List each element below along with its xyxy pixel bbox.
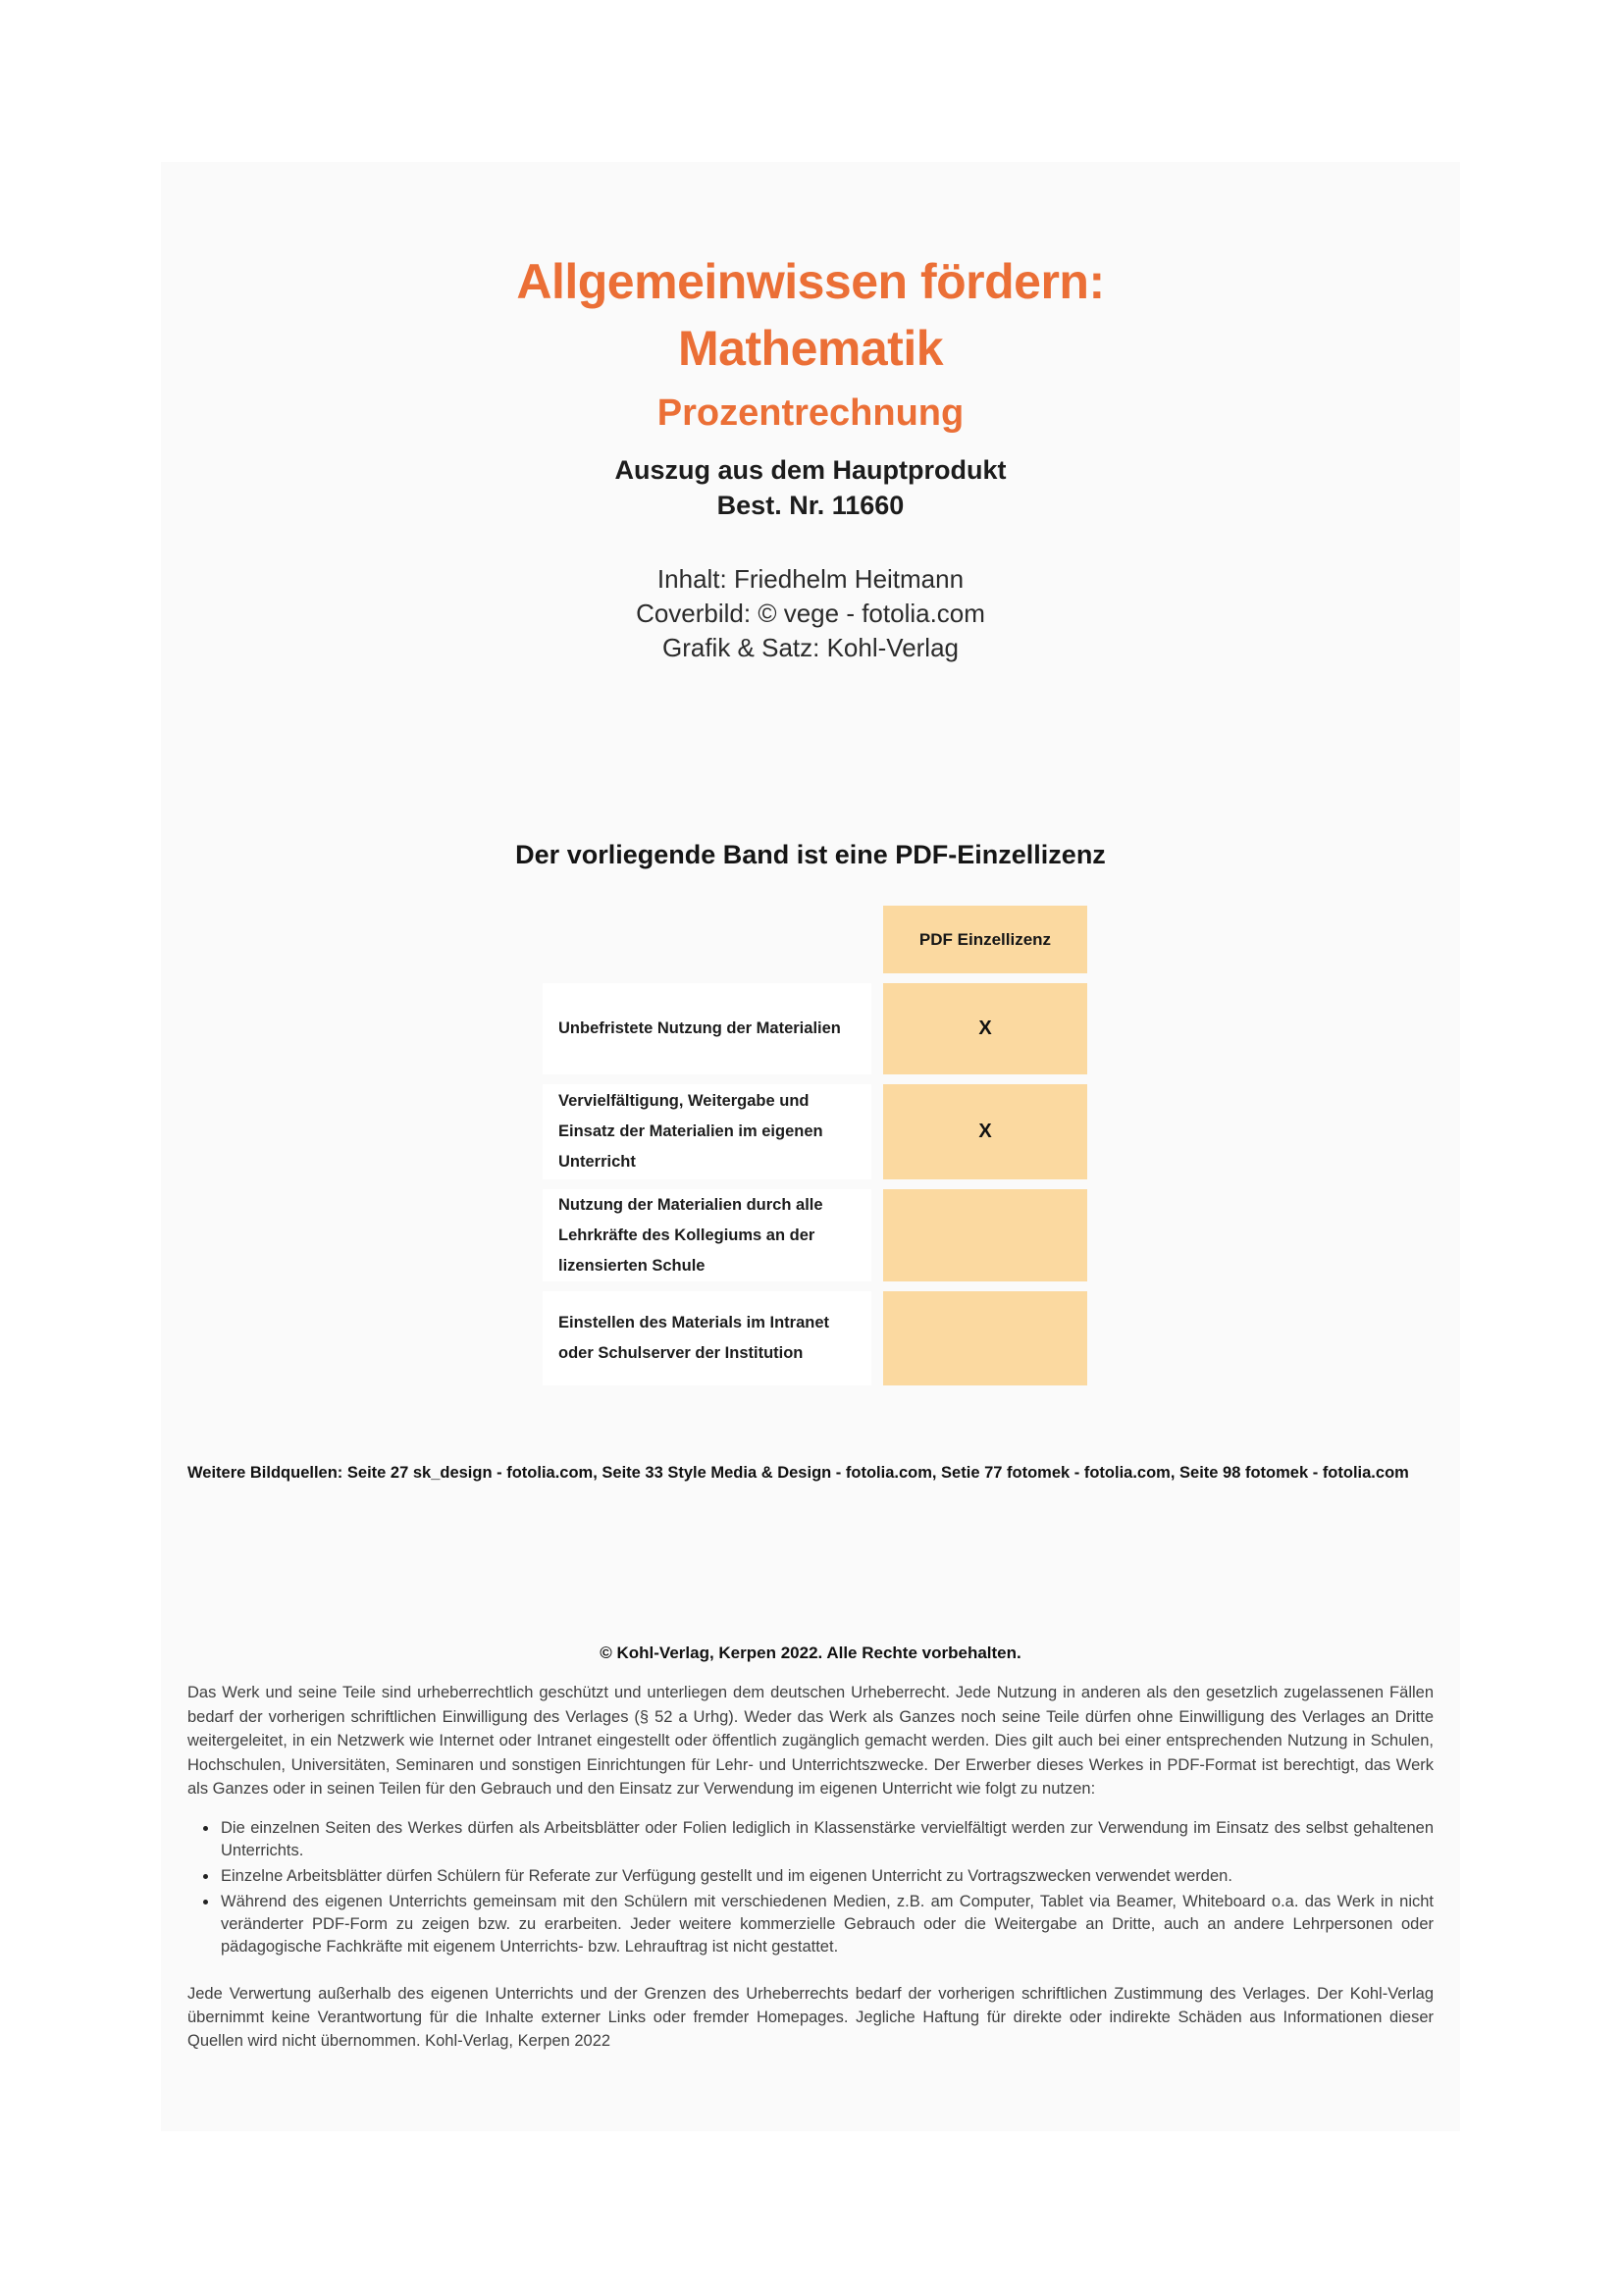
credits-block	[187, 562, 1434, 665]
license-term-item: Die einzelnen Seiten des Werkes dürfen als Arbeitsblätter oder Folien lediglich in Klassenstärke vervielfältigt werden zur Verwendung im Einsatz des selbst gehaltenen Unterrichts.	[221, 1817, 1434, 1862]
license-term-item: Während des eigenen Unterrichts gemeinsam mit den Schülern mit verschiedenen Medien, z.B. am Computer, Tablet via Beamer, Whiteboard o.a. das Werk in nicht veränderter PDF-Form zu zeigen bzw. zu erarbeiten. Jeder weitere kommerzielle Gebrauch oder die Weitergabe an Dritte, auch an andere Lehrpersonen oder pädagogische Fachkräfte mit eigenem Unterrichts- bzw. Lehrauftrag ist nicht gestattet.	[221, 1891, 1434, 1958]
table-row-label: Nutzung der Materialien durch alle Lehrkräfte des Kollegiums an der lizensierten Schule	[543, 1189, 871, 1281]
license-terms-list	[187, 1817, 1434, 1958]
excerpt-block	[187, 452, 1434, 523]
table-row-label: Vervielfältigung, Weitergabe und Einsatz der Materialien im eigenen Unterricht	[543, 1084, 871, 1179]
image-sources-paragraph: Weitere Bildquellen: Seite 27 sk_design - fotolia.com, Seite 33 Style Media & Design - fotolia.com, Setie 77 fotomek - fotolia.com, Seite 98 fotomek - fotolia.com	[187, 1464, 1409, 1482]
copyright-body-paragraph: Das Werk und seine Teile sind urheberrechtlich geschützt und unterliegen dem deutschen Urheberrecht. Jede Nutzung in anderen als den gesetzlich zugelassenen Fällen bedarf der vorherigen schriftlichen Einwilligung des Verlages (§ 52 a Urhg). Weder das Werk als Ganzes noch seine Teile dürfen ohne Einwilligung des Verlages an Dritte weitergeleitet, in ein Netzwerk wie Internet oder Intranet eingestellt oder öffentlich zugänglich gemacht werden. Dies gilt auch bei einer entsprechenden Nutzung in Schulen, Hochschulen, Universitäten, Seminaren und sonstigen Einrichtungen für Lehr- und Unterrichtszwecke. Der Erwerber dieses Werkes in PDF-Format ist berechtigt, das Werk als Ganzes oder in seinen Teilen für den Gebrauch und den Einsatz zur Verwendung im eigenen Unterricht wie folgt zu nutzen:	[187, 1684, 1434, 1798]
table-row-value: X	[883, 983, 1087, 1074]
page-title-line1: Allgemeinwissen fördern:	[516, 254, 1105, 309]
table-row-label: Unbefristete Nutzung der Materialien	[543, 983, 871, 1074]
page-title-line2: Mathematik	[677, 321, 944, 376]
table-row-value	[883, 1189, 1087, 1281]
table-header-spacer	[543, 906, 871, 973]
table-row-label: Einstellen des Materials im Intranet oder Schulserver der Institution	[543, 1291, 871, 1385]
copyright-notice: © Kohl-Verlag, Kerpen 2022. Alle Rechte vorbehalten.	[600, 1644, 1021, 1662]
credit-inhalt: Inhalt: Friedhelm Heitmann	[656, 564, 965, 594]
credit-coverbild: Coverbild: © vege - fotolia.com	[636, 599, 985, 628]
page-subtitle: Prozentrechnung	[656, 392, 965, 434]
excerpt-line: Auszug aus dem Hauptprodukt	[614, 455, 1007, 485]
page-title	[187, 248, 1434, 382]
order-number: Best. Nr. 11660	[716, 491, 905, 520]
table-row-value: X	[883, 1084, 1087, 1179]
credit-grafik-satz: Grafik & Satz: Kohl-Verlag	[661, 633, 960, 662]
table-header-pdf-einzellizenz: PDF Einzellizenz	[883, 906, 1087, 973]
license-heading: Der vorliegende Band ist eine PDF-Einzellizenz	[515, 840, 1106, 869]
disclaimer-paragraph: Jede Verwertung außerhalb des eigenen Unterrichts und der Grenzen des Urheberrechts bedarf der vorherigen schriftlichen Zustimmung des Verlages. Der Kohl-Verlag übernimmt keine Verantwortung für die Inhalte externer Links oder fremder Homepages. Jegliche Haftung für direkte oder indirekte Schäden aus Informationen dieser Quellen wird nicht übernommen. Kohl-Verlag, Kerpen 2022	[187, 1985, 1434, 2050]
license-term-item: Einzelne Arbeitsblätter dürfen Schülern für Referate zur Verfügung gestellt und im eigenen Unterricht zu Vortragszwecken verwendet werden.	[221, 1865, 1434, 1888]
document-page	[161, 162, 1460, 2131]
license-table	[543, 906, 1434, 1385]
table-row-value	[883, 1291, 1087, 1385]
